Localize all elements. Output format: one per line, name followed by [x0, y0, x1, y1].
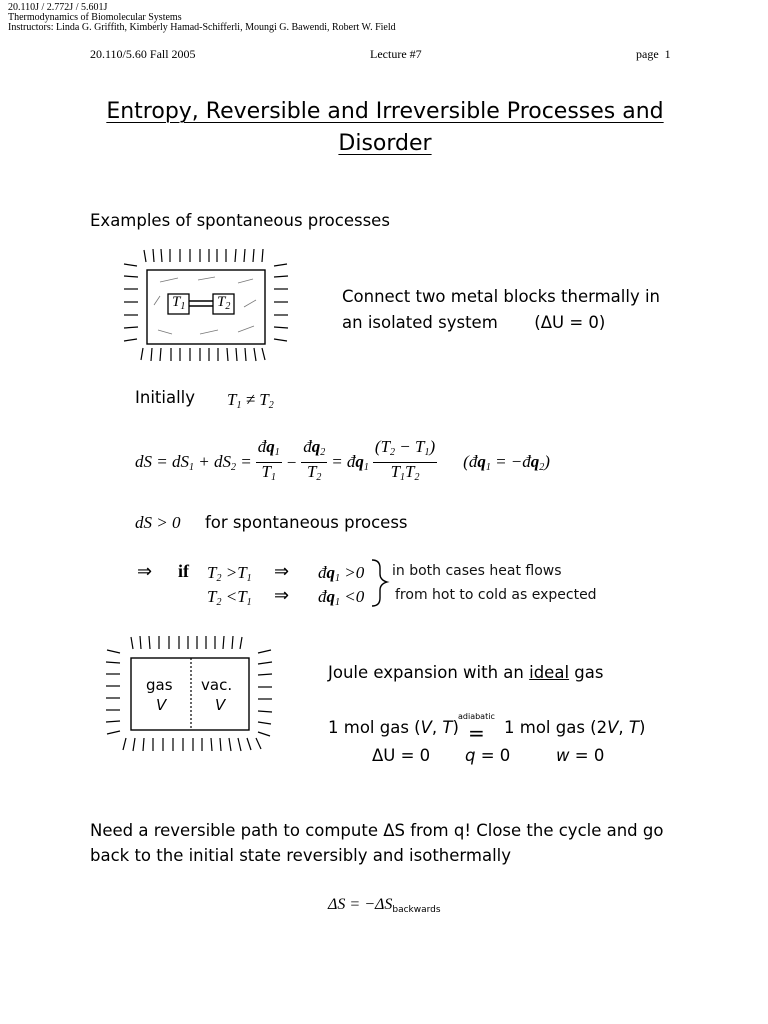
header-center: Lecture #7 — [370, 47, 422, 61]
case2-implies: ⇒ — [274, 585, 290, 605]
page-number: 1 — [664, 47, 671, 61]
closing-line2: back to the initial state reversibly and isothermally — [90, 846, 512, 865]
if-label: if — [178, 561, 189, 581]
fig1-caption-text: an isolated system — [342, 313, 498, 332]
fig2-box — [131, 658, 249, 730]
fig2-caption — [328, 663, 603, 682]
instructors: Instructors: Linda G. Griffith, Kimberly Hamad-Schifferli, Moungi G. Bawendi, Robert W. Field — [8, 22, 396, 33]
course-codes: 20.110J / 2.772J / 5.601J — [8, 2, 108, 13]
fig2-hatch-left — [106, 650, 120, 734]
fig1-hatch-top — [144, 249, 263, 262]
header-left: 20.110/5.60 Fall 2005 — [90, 47, 196, 61]
fig2-hatch-top — [131, 636, 242, 649]
case1-condition: $T_2 >T_1$ — [207, 563, 252, 584]
process-adiabatic: adiabatic — [458, 712, 495, 721]
fig1-hatch-right — [274, 264, 288, 341]
fig1-caption-line1: Connect two metal blocks thermally in — [342, 287, 661, 306]
cases-note-line2: from hot to cold as expected — [395, 587, 597, 603]
label-t1: $T_1$ — [172, 294, 186, 312]
closing-equation-sub: backwards — [392, 905, 441, 915]
fig1-hatch-bottom — [141, 348, 265, 361]
section-heading: Examples of spontaneous processes — [90, 211, 390, 230]
heat-q: q = 0 — [465, 746, 511, 765]
ds-relation: ($đq_1$ = $-đq_2$) — [463, 452, 550, 473]
closing-equation-main: ΔS = −ΔS — [328, 896, 393, 913]
implies-symbol: ⇒ — [137, 561, 153, 581]
ds-positive-math: dS > 0 — [135, 513, 181, 532]
ds-lhs: dS = $dS_1 + dS_2$ = — [135, 452, 252, 473]
closing-equation — [328, 896, 441, 915]
case2-result: $đq_1 <0$ — [318, 587, 365, 608]
course-title: Thermodynamics of Biomolecular Systems — [8, 12, 182, 23]
closing-line1: Need a reversible path to compute ΔS from q! Close the cycle and go — [90, 821, 664, 840]
ds-positive — [135, 513, 408, 533]
initially-condition: $T_1 \ne T_2$ — [227, 390, 274, 411]
initially-label: Initially — [135, 388, 196, 407]
ds-frac2: $\frac{đq_2}{T_2}$ — [303, 437, 326, 483]
fig2-vac-label: vac. — [201, 676, 233, 694]
fig2-hatch-bottom — [123, 738, 261, 751]
process-lhs: 1 mol gas (V, T) — [328, 718, 459, 737]
page-label: page — [636, 47, 659, 61]
ds-frac3: $\frac{(T_2 - T_1)}{T_1T_2}$ — [374, 437, 436, 483]
ds-equation — [135, 438, 550, 487]
process-equals: = — [468, 721, 485, 745]
ds-positive-text: for spontaneous process — [204, 513, 408, 532]
case1-implies: ⇒ — [274, 561, 290, 581]
delta-u: ΔU = 0 — [372, 746, 431, 765]
fig2-vac-volume: V — [215, 696, 226, 714]
ds-eq: = $đq_1$ — [331, 452, 369, 473]
fig2-hatch-right — [258, 650, 272, 736]
fig1-caption-math: (ΔU = 0) — [534, 313, 606, 332]
fig2-gas-label: gas — [146, 676, 173, 694]
fig2-caption-ideal: ideal — [529, 663, 570, 682]
cases-brace — [372, 560, 387, 606]
title-line2: Disorder — [338, 131, 432, 156]
ds-minus: − — [285, 452, 298, 472]
fig1-caption-line2 — [342, 313, 605, 332]
fig2-caption-suffix: gas — [574, 663, 604, 682]
case2-condition: $T_2 <T_1$ — [207, 587, 252, 608]
fig2-gas-volume: V — [156, 696, 167, 714]
work-w: w = 0 — [556, 746, 605, 765]
fig1-hatch-left — [124, 264, 138, 341]
fig2-caption-prefix: Joule expansion with an — [328, 663, 524, 682]
ds-frac1: $\frac{đq_1}{T_1}$ — [257, 437, 280, 483]
title-line1: Entropy, Reversible and Irreversible Processes and — [106, 99, 664, 124]
fig2-joule-expansion — [106, 636, 272, 751]
case1-result: $đq_1 >0$ — [318, 563, 365, 584]
fig1-isolated-system — [124, 249, 288, 361]
cases-note-line1: in both cases heat flows — [392, 563, 562, 579]
process-rhs: 1 mol gas (2V, T) — [504, 718, 646, 737]
label-t2: $T_2$ — [217, 294, 231, 312]
